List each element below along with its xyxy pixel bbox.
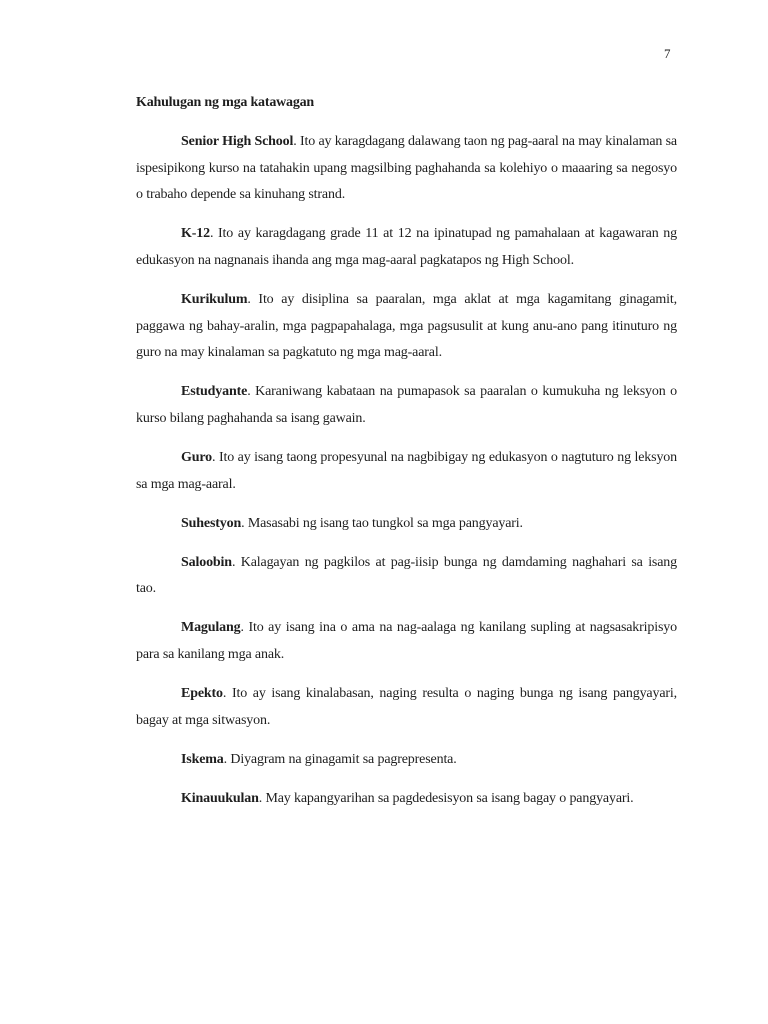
definition-text: . May kapangyarihan sa pagdedesisyon sa isang bagay o pangyayari. [258,790,634,806]
definition-text: . Ito ay isang kinalabasan, naging resulta o naging bunga ng isang pangyayari, bagay at mga sitwasyon. [136,686,677,728]
term-label: Magulang [181,620,241,636]
term-label: Suhestyon [181,515,242,531]
definition-epekto [136,681,677,734]
definition-text: . Ito ay isang taong propesyunal na nagbibigay ng edukasyon o nagtuturo ng leksyon sa mga mag-aaral. [136,449,677,492]
definition-suhestyon [136,511,677,538]
definition-k-12 [136,221,677,274]
definition-text: . Ito ay karagdagang grade 11 at 12 na ipinatupad ng pamahalaan at kagawaran ng edukasyon na nagnanais ihanda ang mga mag-aaral pagkatapos ng High School. [136,226,677,268]
definition-text: . Ito ay disiplina sa paaralan, mga aklat at mga kagamitang ginagamit, paggawa ng bahay-aralin, mga pagpapahalaga, mga pagsusulit at kung anu-ano pang itinuturo ng guro na may kinalaman sa pagkatuto ng mga mag-aaral. [136,291,677,361]
definition-text: . Ito ay isang ina o ama na nag-aalaga ng kanilang supling at nagsasakripisyo para sa kanilang mga anak. [136,620,677,662]
term-label: Senior High School [181,134,294,149]
term-label: Guro [181,449,213,465]
term-label: Kurikulum [181,291,248,307]
definition-kurikulum [136,287,677,367]
term-label: Epekto [181,686,223,702]
term-label: Kinauukulan [181,790,259,806]
section-heading: Kahulugan ng mga katawagan [136,95,315,110]
term-label: K-12 [181,226,210,242]
page-number: 7 [664,46,671,61]
definition-text: . Masasabi ng isang tao tungkol sa mga pangyayari. [241,515,523,531]
definitions-list [136,129,677,812]
definition-kinauukulan [136,786,677,813]
definition-estudyante [136,379,677,432]
term-label: Estudyante [181,384,248,400]
definition-guro [136,445,677,498]
term-label: Iskema [181,751,224,767]
definition-senior-high-school [136,129,677,209]
definition-text: . Kalagayan ng pagkilos at pag-iisip bunga ng damdaming naghahari sa isang tao. [136,554,677,597]
definition-magulang [136,615,677,668]
definition-text: . Ito ay karagdagang dalawang taon ng pag-aaral na may kinalaman sa ispesipikong kurso na tatahakin upang magsilbing paghahanda sa kolehiyo o maaaring sa negosyo o trabaho depende sa kinuhang strand. [136,134,678,203]
definition-text: . Karaniwang kabataan na pumapasok sa paaralan o kumukuha ng leksyon o kurso bilang paghahanda sa isang gawain. [136,384,677,426]
term-label: Saloobin [181,554,232,570]
definition-iskema [136,747,677,774]
definition-text: . Diyagram na ginagamit sa pagrepresenta. [223,751,457,767]
definition-saloobin [136,550,677,603]
